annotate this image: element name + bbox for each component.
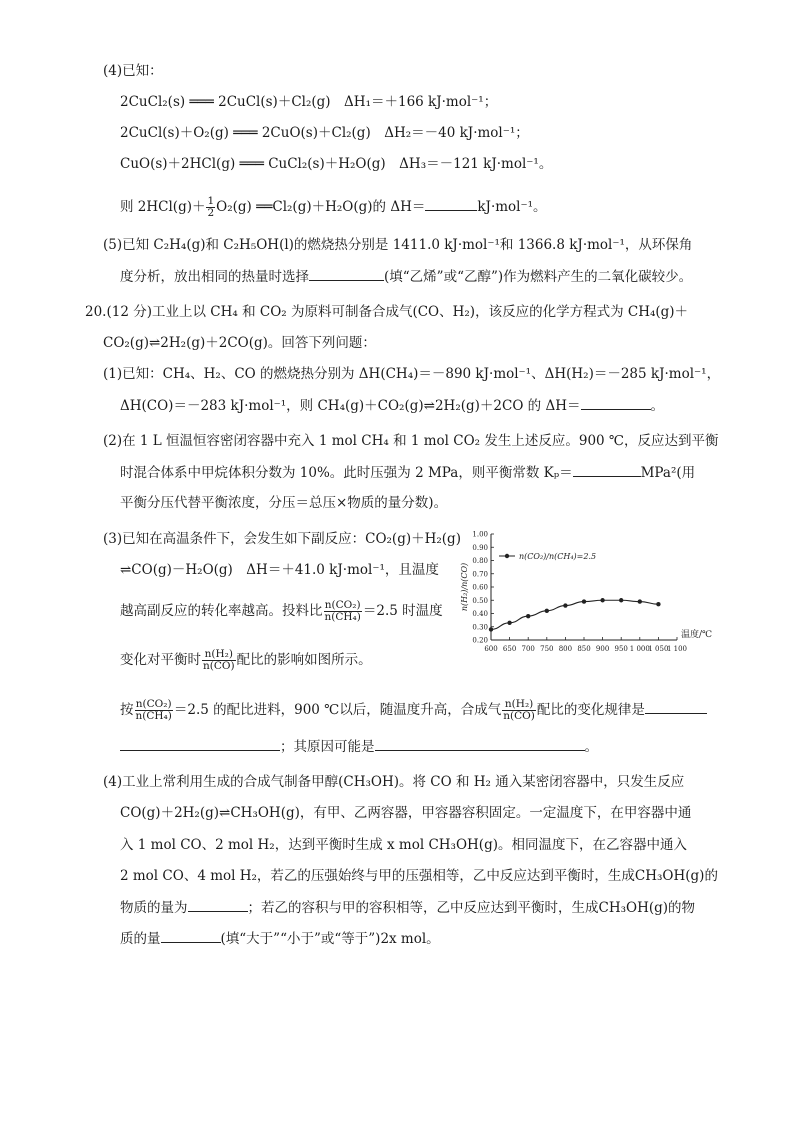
q19-4-question [120,196,547,219]
q20-3-line-5-pre: 按 [120,702,134,718]
q19-4-equation-2: 2CuCl(s)＋O₂(g) ═══ 2CuO(s)＋Cl₂(g) ΔH₂＝－40 kJ·mol⁻¹； [120,125,529,141]
fraction-numerator: n(H₂) [502,699,536,711]
q20-3-line-4 [120,649,372,672]
answer-blank-fuel[interactable] [309,267,384,281]
q19-4-equation-3: CuO(s)＋2HCl(g) ═══ CuCl₂(s)＋H₂O(g) ΔH₃＝－121 kJ·mol⁻¹。 [120,156,553,172]
data-point [563,603,567,607]
q20-2-line-2-post: MPa²(用 [640,465,696,481]
q20-4-line-3: 入 1 mol CO、2 mol H₂，达到平衡时生成 x mol CH₃OH(g)。相同温度下，在乙容器中通入 [120,837,687,853]
fraction-denominator: n(CO) [503,710,535,722]
q19-5-line-2-pre: 度分析，放出相同的热量时选择 [120,269,309,285]
chart-svg [455,528,715,668]
q19-4-question-post: kJ·mol⁻¹。 [477,199,547,215]
q20-3-line-4-post: 配比的影响如图所示。 [236,652,372,668]
q20-3-line-1: (3)已知在高温条件下，会发生如下副反应：CO₂(g)＋H₂(g) [103,531,461,547]
y-tick-label: 0.90 [472,543,488,552]
fraction-denominator: n(CH₄) [324,611,361,623]
series-line [491,600,658,629]
q19-5-line-2-post: (填“乙烯”或“乙醇”)作为燃料产生的二氧化碳较少。 [384,269,693,285]
q20-3-line-5-mid: ＝2.5 的配比进料，900 ℃以后，随温度升高，合成气 [173,702,502,718]
data-point [600,598,604,602]
q20-3-line-3-post: ＝2.5 时温度 [362,603,443,619]
q20-3-line-3-pre: 越高副反应的转化率越高。投料比 [120,603,323,619]
q19-4-question-pre: 则 2HCl(g)＋ [120,199,206,215]
q20-4-line-5-pre: 物质的量为 [120,900,188,916]
q20-3-line-3 [120,600,443,623]
x-tick-label: 1 000 [629,645,650,653]
ratio-temperature-chart [455,528,715,668]
data-point [526,614,530,618]
q20-header-line-1: 20.(12 分)工业上以 CH₄ 和 CO₂ 为原料可制备合成气(CO、H₂)，该反应的化学方程式为 CH₄(g)＋ [85,304,689,320]
data-point [507,621,511,625]
x-tick-label: 650 [502,645,517,653]
q20-4-line-5 [120,898,695,917]
x-tick-label: 900 [595,645,610,653]
answer-blank-trend-cont[interactable] [120,737,280,751]
q19-4-question-mid: O₂(g) ══Cl₂(g)＋H₂O(g)的 ΔH＝ [216,199,426,215]
answer-blank-compare[interactable] [161,929,221,943]
data-point [489,627,493,631]
y-tick-label: 0.70 [472,570,488,579]
q19-5-line-1: (5)已知 C₂H₄(g)和 C₂H₅OH(l)的燃烧热分别是 1411.0 kJ·mol⁻¹和 1366.8 kJ·mol⁻¹，从环保角 [103,237,693,253]
y-tick-label: 0.50 [472,596,488,605]
q19-4-intro: (4)已知： [103,63,163,79]
q20-4-line-5-post: ；若乙的容积与甲的容积相等，乙中反应达到平衡时，生成CH₃OH(g)的物 [247,900,696,916]
q20-4-line-2: CO(g)＋2H₂(g)⇌CH₃OH(g)，有甲、乙两容器，甲容器容积固定。一定温度下，在甲容器中通 [120,805,692,821]
q19-5-line-2 [120,267,692,286]
q20-1-line-2-post: 。 [650,398,664,414]
fraction-numerator: n(CO₂) [135,698,172,710]
q20-3-line-6-mid: ；其原因可能是 [280,739,375,755]
q20-1-line-2 [120,396,664,415]
fraction-one-half [206,196,215,219]
y-tick-label: 0.40 [472,610,488,618]
q20-4-line-1: (4)工业上常利用生成的合成气制备甲醇(CH₃OH)。将 CO 和 H₂ 通入某密闭容器中，只发生反应 [103,774,685,790]
q20-2-line-3: 平衡分压代替平衡浓度，分压＝总压×物质的量分数)。 [120,495,448,511]
q20-header-line-2: CO₂(g)⇌2H₂(g)＋2CO(g)。回答下列问题： [103,335,376,351]
answer-blank-reason[interactable] [375,737,585,751]
legend-label: n(CO₂)/n(CH₄)=2.5 [519,552,597,561]
fraction-co2-ch4 [324,600,362,623]
q20-4-line-6 [120,929,440,948]
q20-3-line-5-mid2: 配比的变化规律是 [536,702,645,718]
y-tick-label: 1.00 [472,530,488,539]
q20-2-line-1: (2)在 1 L 恒温恒容密闭容器中充入 1 mol CH₄ 和 1 mol CO₂ 发生上述反应。900 ℃，反应达到平衡 [103,433,719,449]
data-point [638,599,642,603]
fraction-numerator: 1 [207,195,215,207]
x-tick-label: 750 [540,645,554,653]
x-tick-label: 950 [614,645,628,653]
fraction-numerator: n(H₂) [202,649,236,661]
data-point [545,609,549,613]
x-tick-label: 800 [558,645,573,653]
x-tick-label: 1 100 [666,645,688,653]
x-axis-label: 温度/℃ [681,630,713,640]
y-tick-label: 0.30 [472,623,488,632]
y-tick-label: 0.80 [472,557,488,565]
fraction-h2-co [202,649,236,672]
data-point [619,598,623,602]
x-tick-label: 1 050 [648,645,669,653]
fraction-denominator: n(CH₄) [135,710,172,722]
q20-2-line-2 [120,463,695,482]
fraction-denominator: 2 [207,207,215,219]
q20-3-line-2: ⇌CO(g)－H₂O(g) ΔH＝＋41.0 kJ·mol⁻¹，且温度 [120,562,439,578]
answer-blank-dh[interactable] [425,197,477,211]
q20-1-line-2-pre: ΔH(CO)＝－283 kJ·mol⁻¹，则 CH₄(g)＋CO₂(g)⇌2H₂(g)＋2CO 的 ΔH＝ [120,398,581,414]
q20-1-line-1: (1)已知：CH₄、H₂、CO 的燃烧热分别为 ΔH(CH₄)＝－890 kJ·mol⁻¹、ΔH(H₂)＝－285 kJ·mol⁻¹， [103,366,721,382]
fraction-denominator: n(CO) [203,660,235,672]
x-tick-label: 700 [521,645,535,653]
data-point [656,602,660,606]
y-tick-label: 0.20 [472,636,488,645]
answer-blank-q20-1[interactable] [581,396,651,410]
fraction-numerator: n(CO₂) [324,599,361,611]
q20-4-line-4: 2 mol CO、4 mol H₂，若乙的压强始终与甲的压强相等，乙中反应达到平衡时，生成CH₃OH(g)的 [120,868,718,884]
q19-4-equation-1: 2CuCl₂(s) ═══ 2CuCl(s)＋Cl₂(g) ΔH₁＝＋166 kJ·mol⁻¹； [120,94,498,110]
q20-4-line-6-pre: 质的量 [120,931,161,947]
fraction-co2-ch4-repeat [135,699,173,722]
answer-blank-amount[interactable] [188,898,248,912]
data-point [582,599,586,603]
x-tick-label: 600 [484,645,498,653]
answer-blank-trend[interactable] [645,700,707,714]
answer-blank-kp[interactable] [573,463,641,477]
q20-4-line-6-post: (填“大于”“小于”或“等于”)2x mol。 [220,931,440,947]
q20-3-line-5 [120,699,707,722]
legend-marker [505,554,509,558]
y-tick-label: 0.60 [472,583,488,592]
q20-3-line-4-pre: 变化对平衡时 [120,652,201,668]
x-tick-label: 850 [577,645,591,653]
q20-2-line-2-pre: 时混合体系中甲烷体积分数为 10%。此时压强为 2 MPa，则平衡常数 Kₚ＝ [120,465,573,481]
q20-3-line-6 [120,737,598,756]
y-axis-label: n(H₂)/n(CO) [460,562,469,612]
q20-3-line-6-post: 。 [584,739,598,755]
fraction-h2-co-repeat [502,699,536,722]
